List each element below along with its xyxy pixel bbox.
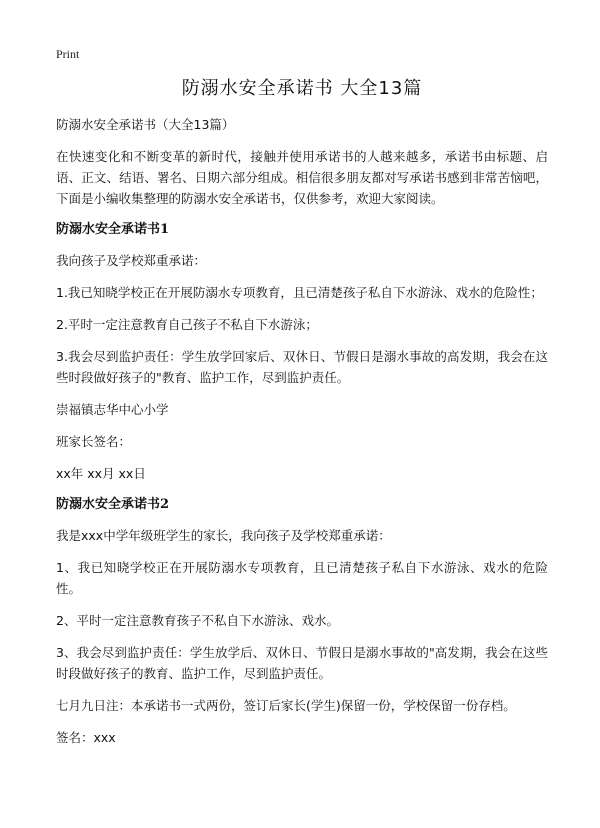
paragraph: 3.我会尽到监护责任：学生放学回家后、双休日、节假日是溺水事故的高发期，我会在这些时段做好孩子的"教育、监护工作，尽到监护责任。 bbox=[56, 349, 548, 385]
paragraph: 2.平时一定注意教育自己孩子不私自下水游泳； bbox=[56, 317, 318, 332]
paragraph: 我是xxx中学年级班学生的家长，我向孩子及学校郑重承诺： bbox=[56, 528, 391, 543]
section-2 bbox=[56, 495, 548, 748]
school-name: 崇福镇志华中心小学 bbox=[56, 402, 169, 417]
paragraph: 1、我已知晓学校正在开展防溺水专项教育，且已清楚孩子私自下水游泳、戏水的危险性。 bbox=[56, 560, 548, 596]
paragraph: 2、平时一定注意教育孩子不私自下水游泳、戏水。 bbox=[56, 613, 339, 628]
section-1 bbox=[56, 220, 548, 484]
paragraph: 1.我已知晓学校正在开展防溺水专项教育，且已清楚孩子私自下水游泳、戏水的危险性； bbox=[56, 285, 543, 300]
parent-signature-line: 班家长签名： bbox=[56, 434, 132, 449]
paragraph: 3、我会尽到监护责任：学生放学后、双休日、节假日是溺水事故的"高发期，我会在这些时段做好孩子的教育、监护工作，尽到监护责任。 bbox=[56, 645, 548, 681]
signature-line: 签名：xxx bbox=[56, 730, 116, 745]
paragraph: 我向孩子及学校郑重承诺： bbox=[56, 253, 207, 268]
document-subtitle: 防溺水安全承诺书（大全13篇） bbox=[56, 117, 235, 132]
section-heading: 防溺水安全承诺书1 bbox=[56, 222, 170, 237]
note-paragraph: 七月九日注：本承诺书一式两份，签订后家长(学生)保留一份，学校保留一份存档。 bbox=[56, 698, 516, 713]
document-title: 防溺水安全承诺书 大全13篇 bbox=[181, 78, 423, 99]
print-label: Print bbox=[56, 47, 80, 61]
intro-paragraph: 在快速变化和不断变革的新时代，接触并使用承诺书的人越来越多，承诺书由标题、启语、正文、结语、署名、日期六部分组成。相信很多朋友都对写承诺书感到非常苦恼吧，下面是小编收集整理的防溺水安全承诺书，仅供参考，欢迎大家阅读。 bbox=[56, 149, 548, 206]
section-heading: 防溺水安全承诺书2 bbox=[56, 497, 170, 512]
date-line: xx年 xx月 xx日 bbox=[56, 466, 146, 481]
